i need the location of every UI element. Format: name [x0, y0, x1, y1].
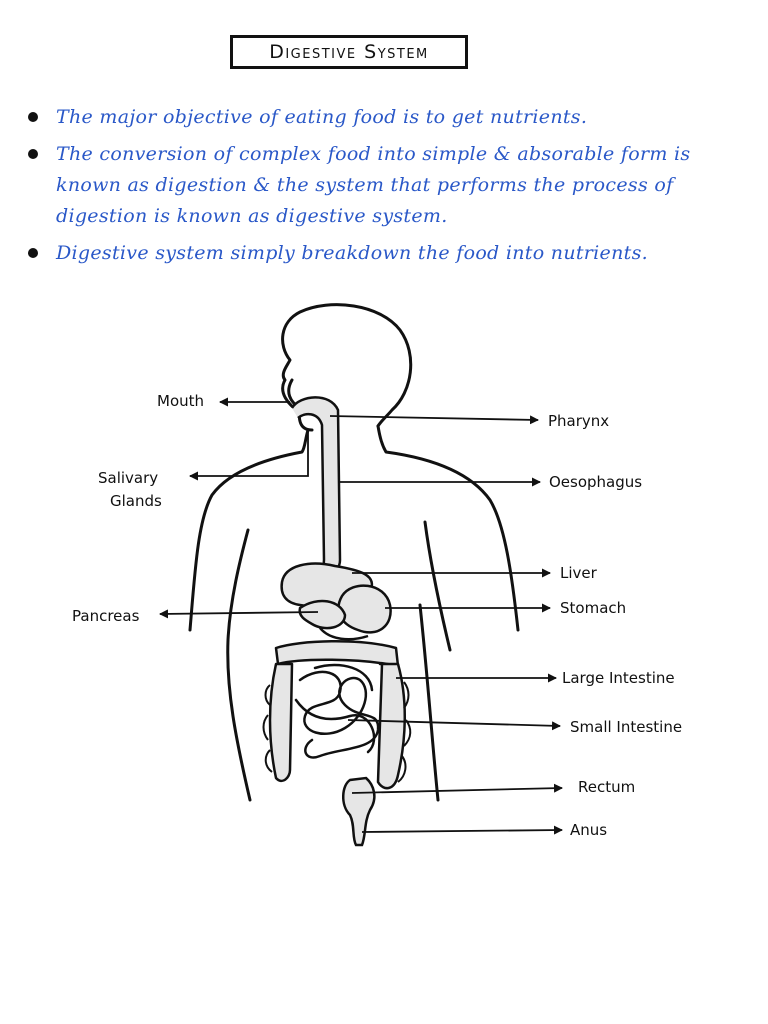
label-stomach: Stomach — [560, 599, 627, 617]
label-pancreas: Pancreas — [72, 607, 140, 625]
pancreas-leader — [160, 612, 318, 614]
label-liver: Liver — [560, 564, 597, 582]
small-intestine-organ — [296, 665, 378, 757]
stomach-organ — [339, 586, 391, 633]
label-oesophagus: Oesophagus — [549, 473, 643, 491]
anus-leader — [362, 830, 562, 832]
bullet-item: The conversion of complex food into simple & absorable form is known as digestion & the system that performs the process of digestion is known as digestive system. — [22, 139, 712, 232]
label-salivary-glands-line1: Salivary — [98, 469, 159, 487]
pharynx-leader — [330, 416, 538, 420]
large-intestine-organ — [270, 641, 405, 788]
body-outline — [190, 305, 518, 800]
bullet-item: Digestive system simply breakdown the food into nutrients. — [22, 238, 712, 269]
label-anus: Anus — [570, 821, 608, 839]
label-large-intestine: Large Intestine — [562, 669, 675, 687]
label-small-intestine: Small Intestine — [570, 718, 683, 736]
label-salivary-glands-line2: Glands — [110, 492, 162, 510]
rectum-organ — [343, 778, 374, 845]
label-pharynx: Pharynx — [548, 412, 610, 430]
label-mouth: Mouth — [157, 392, 205, 410]
label-rectum: Rectum — [578, 778, 636, 796]
page-title-text: Digestive System — [269, 41, 429, 63]
bullet-item: The major objective of eating food is to get nutrients. — [22, 102, 712, 133]
pancreas-organ — [300, 601, 345, 628]
